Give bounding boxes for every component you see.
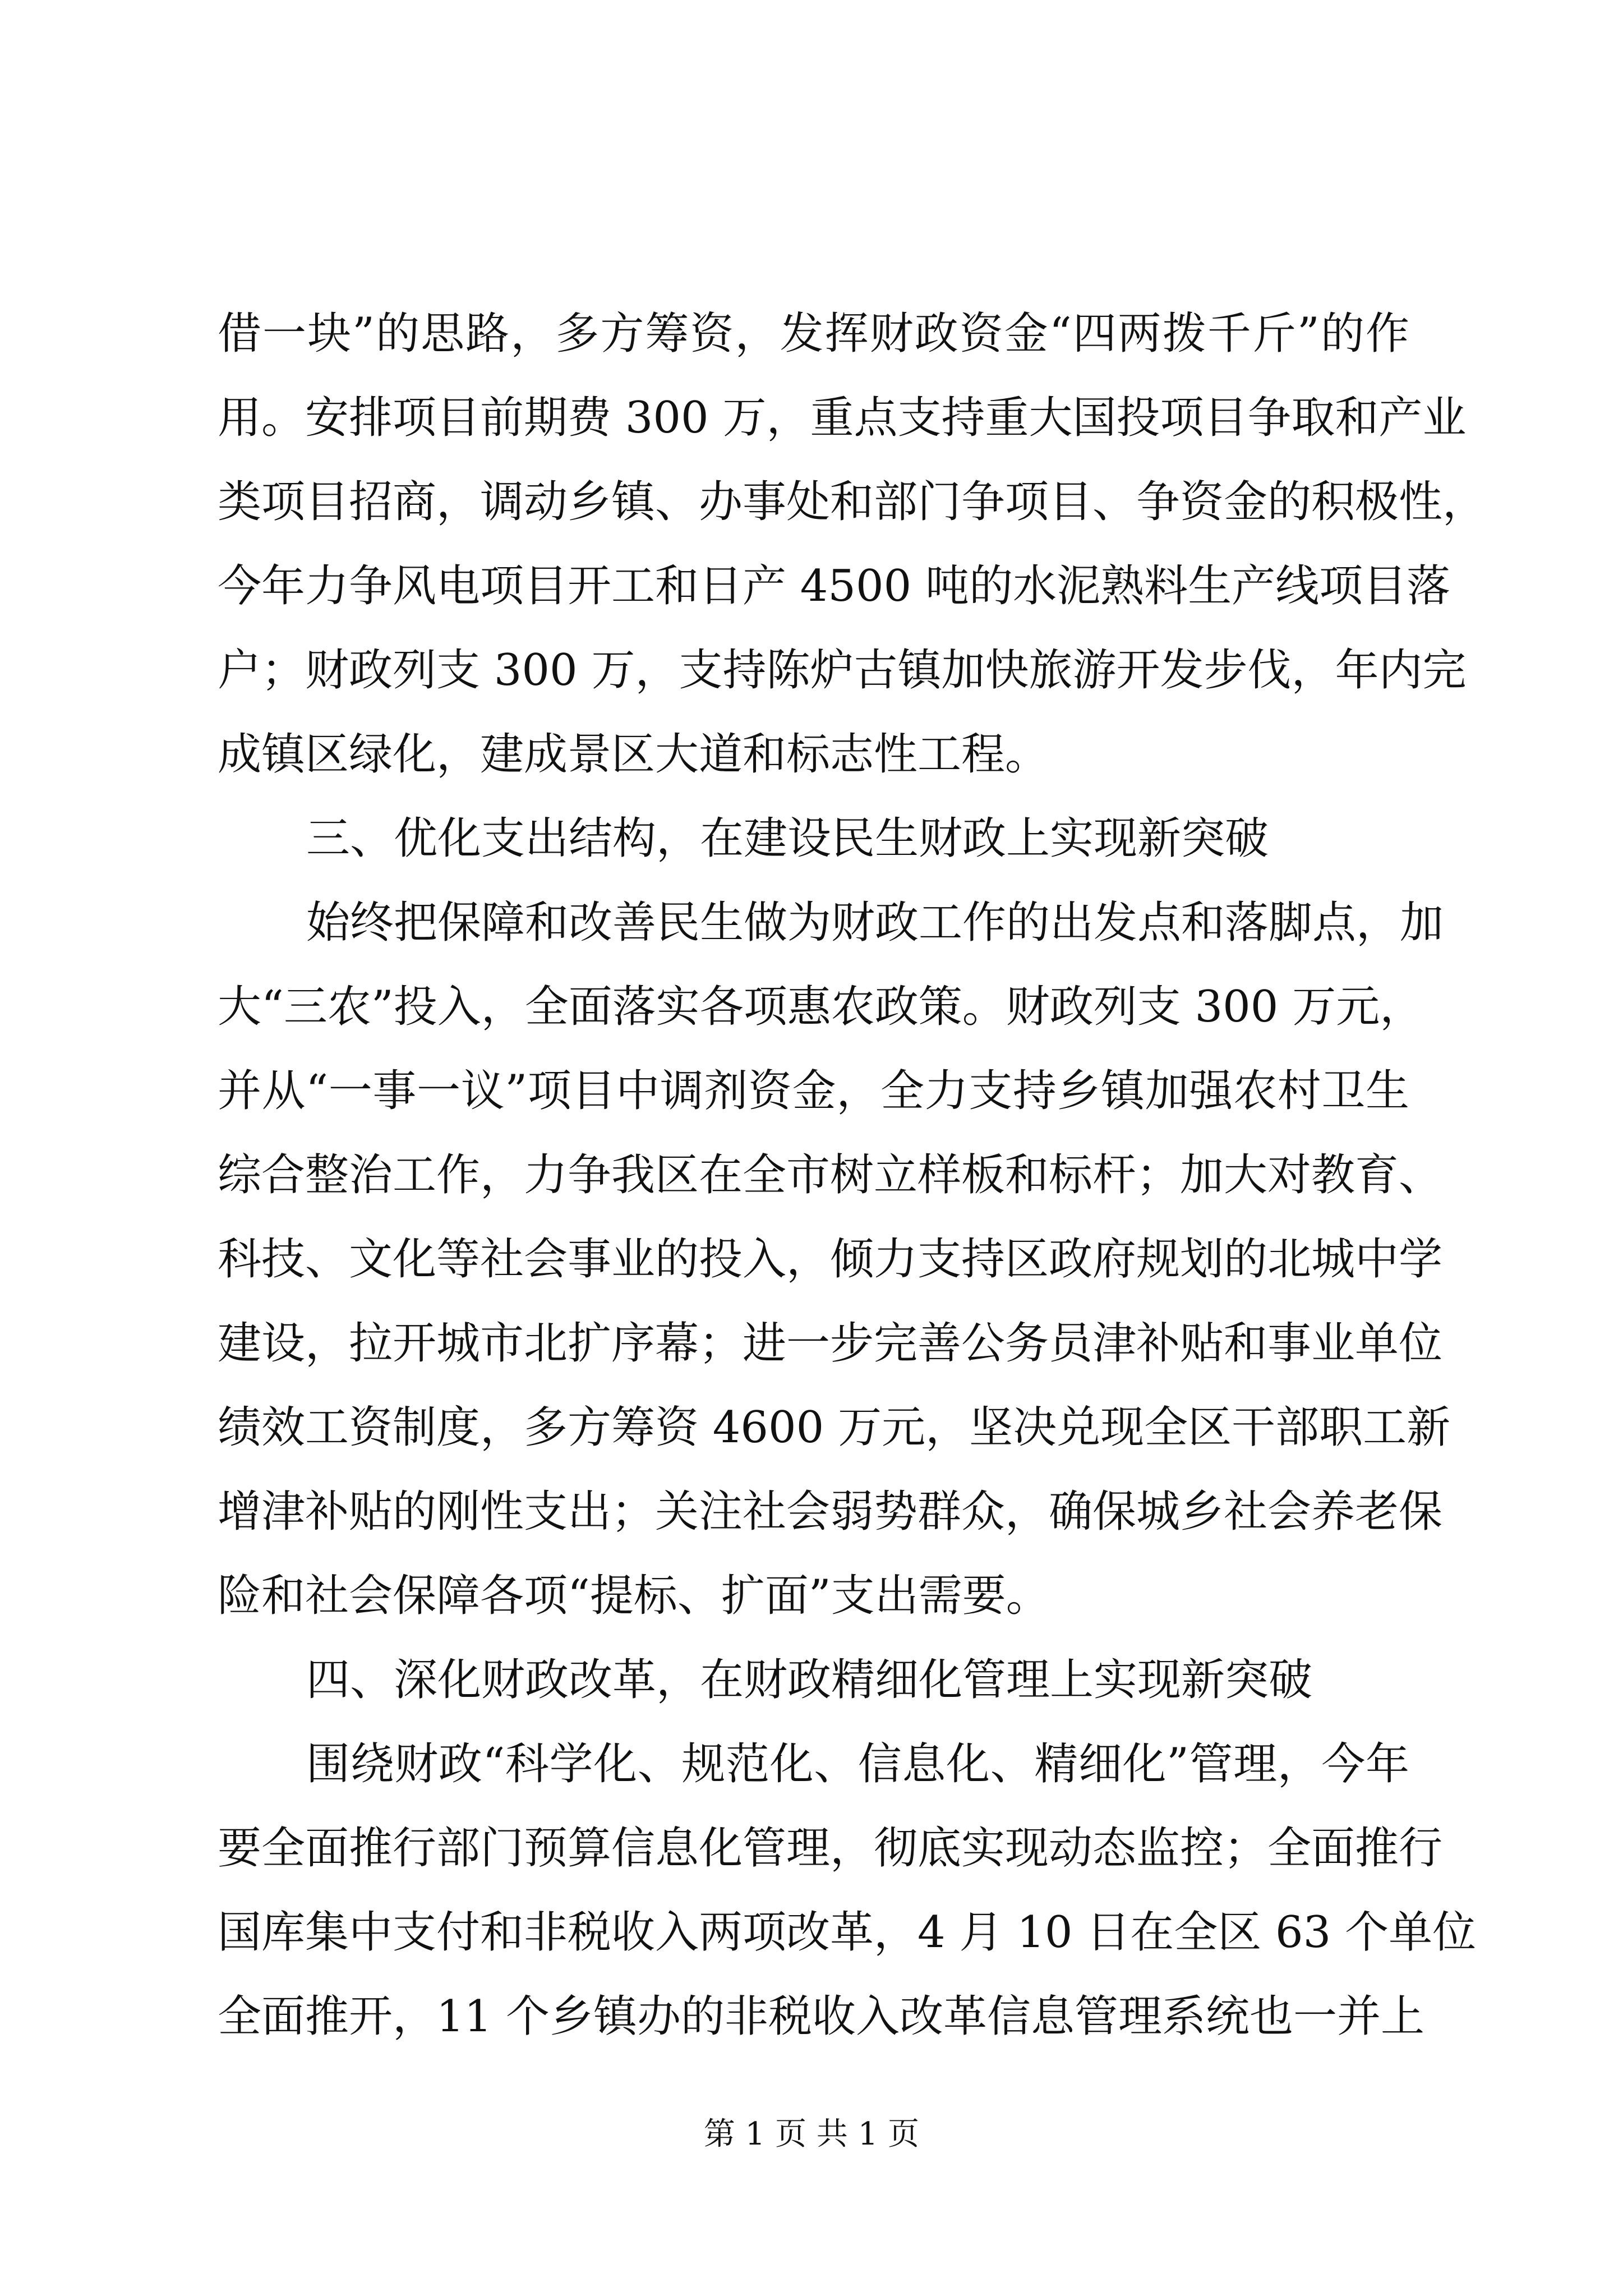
paragraph-line: 建设，拉开城市北扩序幕；进一步完善公务员津补贴和事业单位	[218, 1318, 1443, 1369]
paragraph-line: 险和社会保障各项“提标、扩面”支出需要。	[218, 1571, 1050, 1621]
paragraph-line: 大“三农”投入，全面落实各项惠农政策。财政列支 300 万元，	[218, 982, 1424, 1032]
paragraph-line: 并从“一事一议”项目中调剂资金，全力支持乡镇加强农村卫生	[218, 1066, 1409, 1116]
paragraph-line: 始终把保障和改善民生做为财政工作的出发点和落脚点，加	[306, 898, 1444, 948]
paragraph-line: 借一块”的思路，多方筹资，发挥财政资金“四两拨千斤”的作	[218, 309, 1409, 359]
section-heading: 三、优化支出结构，在建设民生财政上实现新突破	[306, 813, 1269, 864]
paragraph-line: 类项目招商，调动乡镇、办事处和部门争项目、争资金的积极性，	[218, 477, 1487, 527]
paragraph-line: 综合整治工作，力争我区在全市树立样板和标杆；加大对教育、	[218, 1150, 1443, 1200]
paragraph-line: 围绕财政“科学化、规范化、信息化、精细化”管理，今年	[306, 1739, 1409, 1789]
paragraph-line: 全面推开，11 个乡镇办的非税收入改革信息管理系统也一并上	[218, 1991, 1425, 2042]
section-heading: 四、深化财政改革，在财政精细化管理上实现新突破	[306, 1655, 1313, 1705]
paragraph-line: 科技、文化等社会事业的投入，倾力支持区政府规划的北城中学	[218, 1234, 1443, 1285]
paragraph-line: 户；财政列支 300 万，支持陈炉古镇加快旅游开发步伐，年内完	[218, 645, 1467, 696]
paragraph-line: 今年力争风电项目开工和日产 4500 吨的水泥熟料生产线项目落	[218, 561, 1451, 611]
paragraph-line: 国库集中支付和非税收入两项改革，4 月 10 日在全区 63 个单位	[218, 1907, 1477, 1958]
page-footer: 第 1 页 共 1 页	[703, 2116, 920, 2152]
paragraph-line: 用。安排项目前期费 300 万，重点支持重大国投项目争取和产业	[218, 393, 1467, 443]
paragraph-line: 要全面推行部门预算信息化管理，彻底实现动态监控；全面推行	[218, 1823, 1443, 1874]
paragraph-line: 成镇区绿化，建成景区大道和标志性工程。	[218, 729, 1049, 780]
paragraph-line: 绩效工资制度，多方筹资 4600 万元，坚决兑现全区干部职工新	[218, 1402, 1451, 1453]
paragraph-line: 增津补贴的刚性支出；关注社会弱势群众，确保城乡社会养老保	[218, 1487, 1443, 1537]
